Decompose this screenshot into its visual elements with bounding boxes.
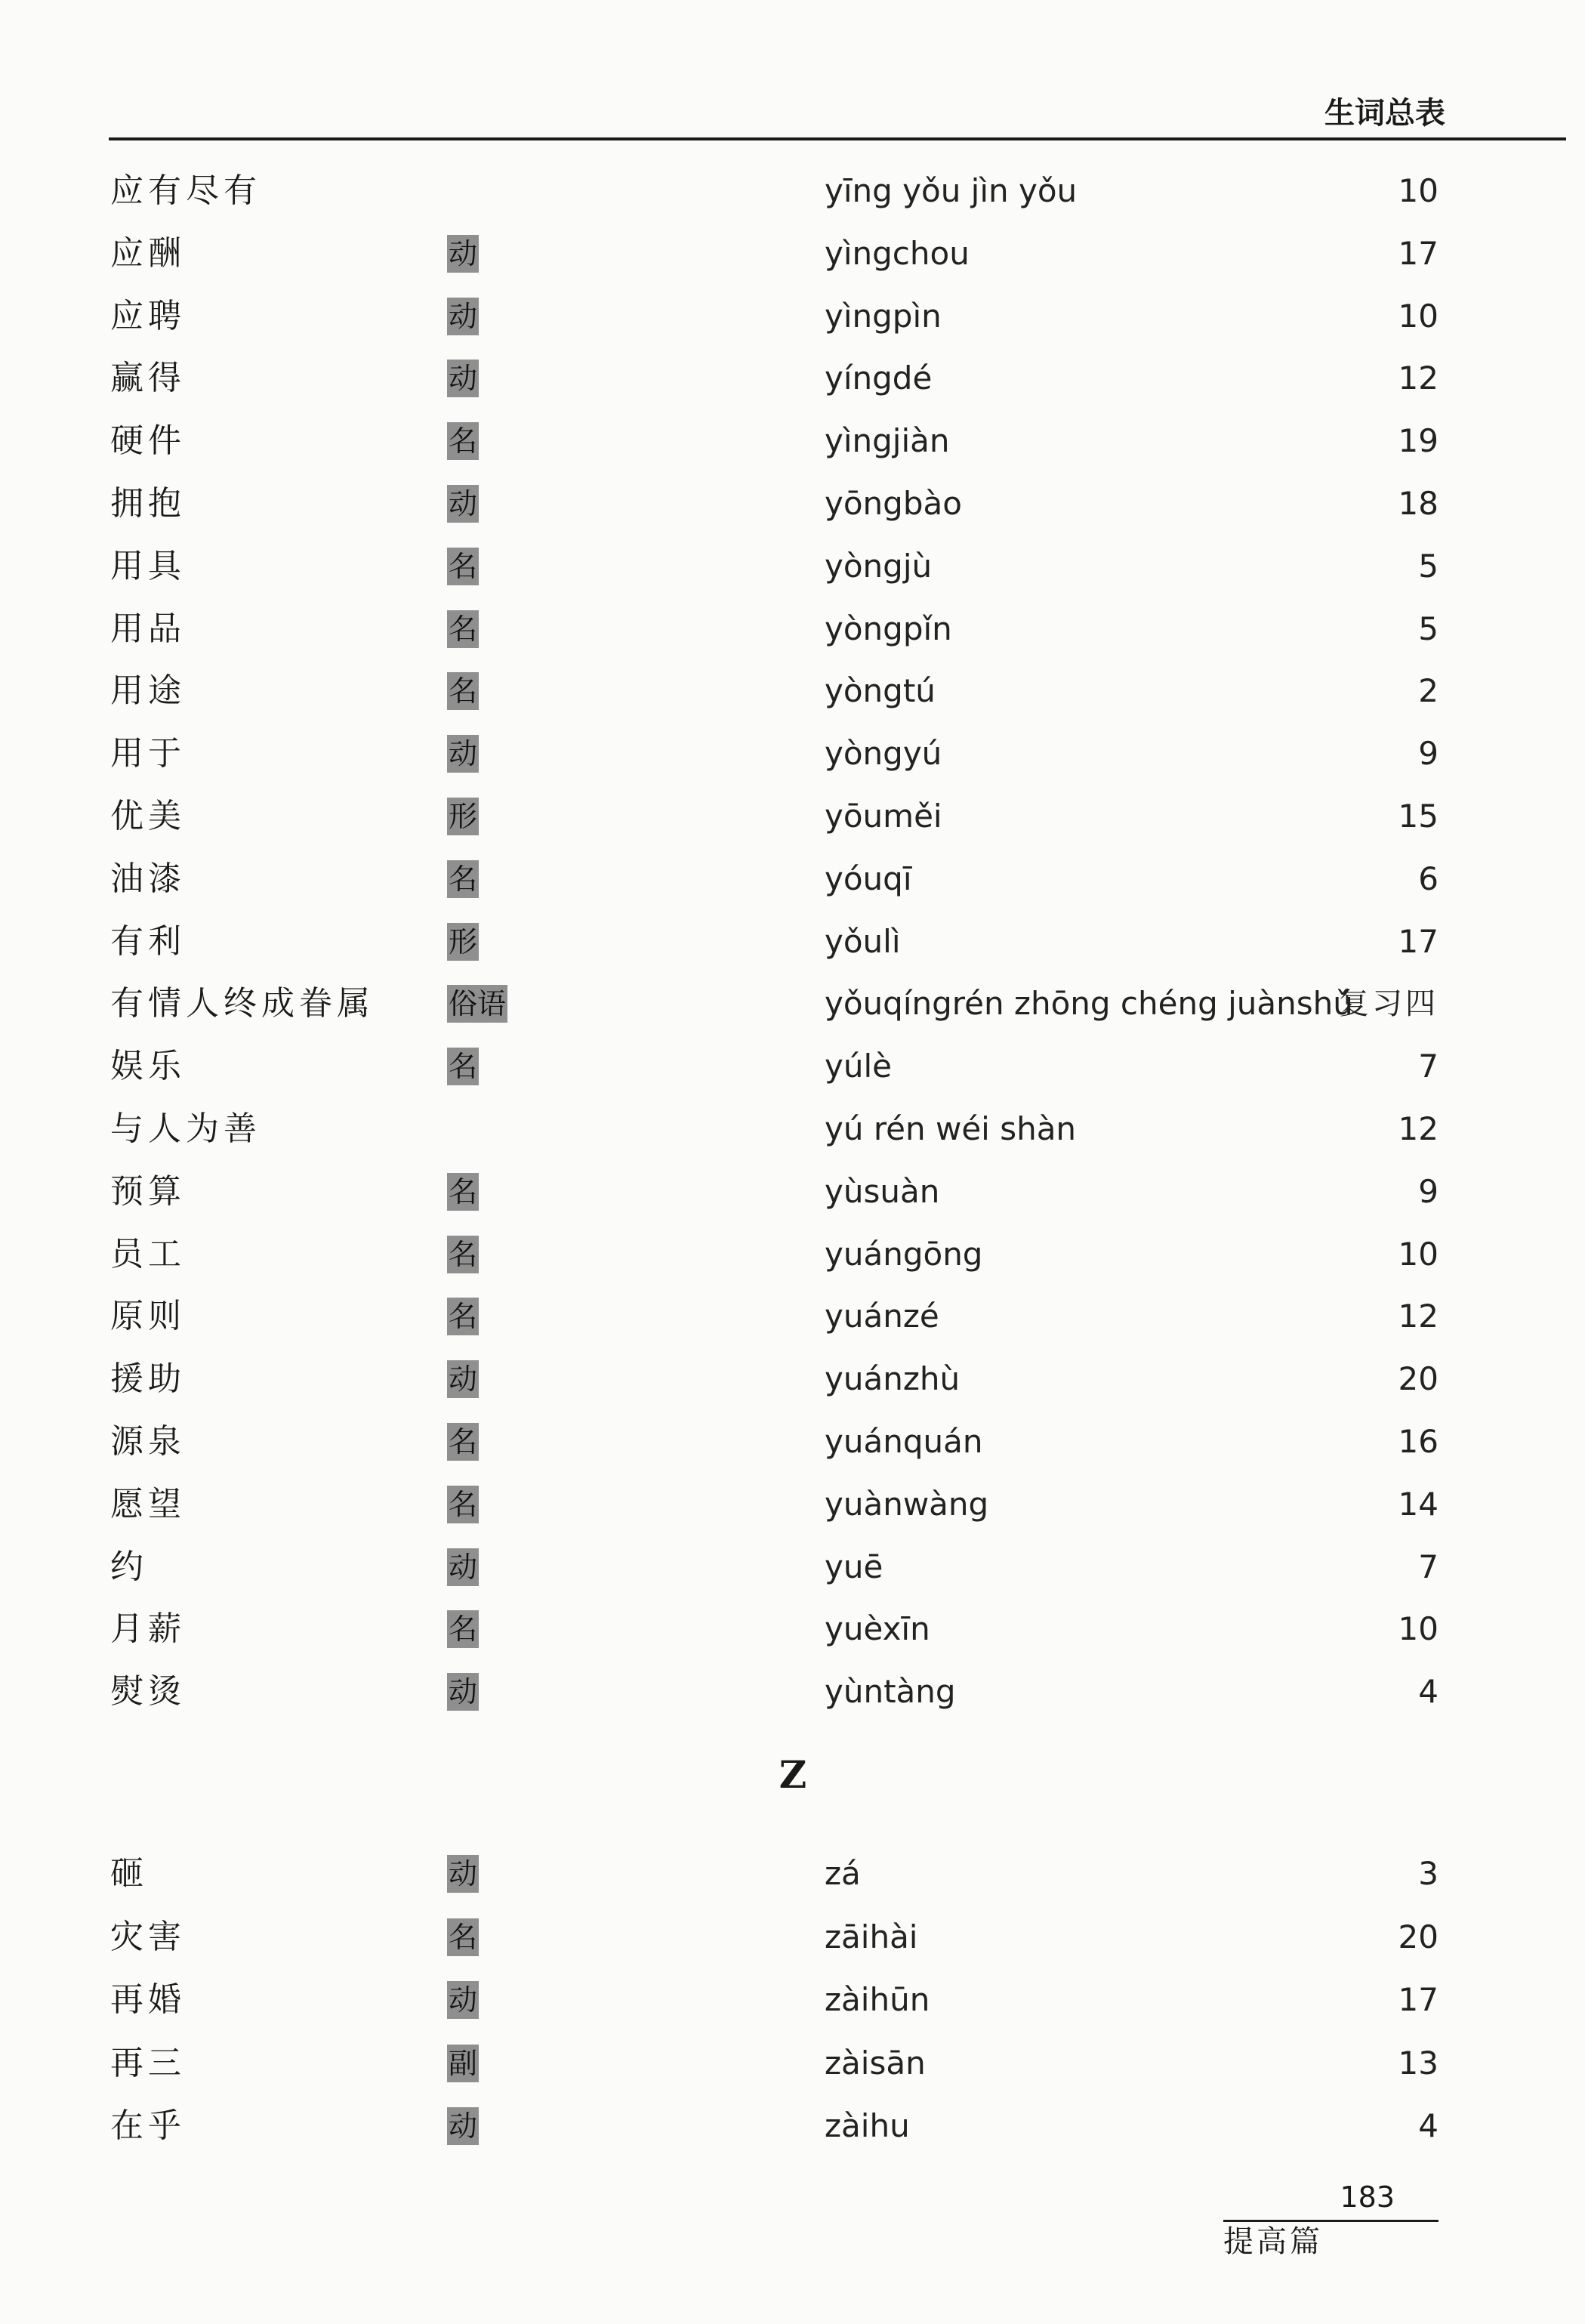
entry-hanzi: 再婚 <box>110 1980 186 2019</box>
entry-part-of-speech: 动 <box>447 360 479 397</box>
entry-row <box>0 1098 1585 1160</box>
entry-lesson-number: 3 <box>1418 1855 1439 1892</box>
entry-part-of-speech: 动 <box>447 735 479 773</box>
entry-part-of-speech: 名 <box>447 1236 479 1273</box>
entry-row <box>0 535 1585 597</box>
entry-lesson-number: 5 <box>1418 610 1439 647</box>
entry-lesson-number: 10 <box>1398 298 1439 335</box>
entry-part-of-speech: 名 <box>447 672 479 710</box>
entry-part-of-speech: 动 <box>447 485 479 523</box>
entry-hanzi: 用具 <box>110 547 186 585</box>
entry-row <box>0 160 1585 222</box>
entry-pinyin: yíngdé <box>825 360 933 397</box>
entry-hanzi: 应酬 <box>110 234 186 273</box>
page-header <box>109 0 1566 140</box>
entry-lesson-number: 17 <box>1398 1981 1439 2018</box>
entry-pinyin: yōuměi <box>825 798 942 835</box>
entry-part-of-speech: 副 <box>447 2045 479 2082</box>
entry-part-of-speech: 名 <box>447 1918 479 1956</box>
entry-lesson-number: 12 <box>1398 1110 1439 1147</box>
entry-pinyin: yìngjiàn <box>825 422 950 459</box>
entry-row <box>0 1661 1585 1723</box>
entry-row <box>0 911 1585 973</box>
entry-lesson-number: 18 <box>1398 485 1439 522</box>
entry-hanzi: 用于 <box>110 734 186 773</box>
entry-lesson-number: 20 <box>1398 1360 1439 1397</box>
entry-row <box>0 723 1585 785</box>
entry-row <box>0 1224 1585 1285</box>
entry-lesson-number: 13 <box>1398 2045 1439 2082</box>
entry-pinyin: yuànwàng <box>825 1486 989 1523</box>
entry-row <box>0 1474 1585 1535</box>
entry-part-of-speech: 形 <box>447 923 479 961</box>
entry-part-of-speech: 动 <box>447 2107 479 2145</box>
entry-row <box>0 1411 1585 1473</box>
book-title: 提高篇 <box>1223 2224 1323 2259</box>
entry-row <box>0 1035 1585 1097</box>
entry-part-of-speech: 动 <box>447 1855 479 1893</box>
entry-row <box>0 2032 1585 2094</box>
entry-row <box>0 410 1585 472</box>
entry-hanzi: 约 <box>110 1548 148 1586</box>
entry-row <box>0 598 1585 660</box>
entry-hanzi: 灾害 <box>110 1918 186 1956</box>
entry-hanzi: 在乎 <box>110 2106 186 2145</box>
entry-lesson-number: 12 <box>1398 360 1439 397</box>
entry-pinyin: yuánzhù <box>825 1360 961 1397</box>
entry-hanzi: 有利 <box>110 922 186 961</box>
entry-hanzi: 拥抱 <box>110 484 186 523</box>
entry-hanzi: 愿望 <box>110 1485 186 1523</box>
entry-hanzi: 赢得 <box>110 359 186 397</box>
entry-lesson-number: 17 <box>1398 235 1439 272</box>
entry-pinyin: yǒuqíngrén zhōng chéng juànshǔ <box>825 985 1353 1022</box>
entry-hanzi: 源泉 <box>110 1422 186 1461</box>
entry-pinyin: zàisān <box>825 2045 926 2082</box>
entry-pinyin: zāihài <box>825 1918 918 1955</box>
entry-part-of-speech: 名 <box>447 1048 479 1085</box>
entry-pinyin: yìngpìn <box>825 298 942 335</box>
entry-hanzi: 娱乐 <box>110 1047 186 1085</box>
entry-hanzi: 援助 <box>110 1360 186 1398</box>
entry-hanzi: 应聘 <box>110 297 186 335</box>
entry-row <box>0 785 1585 847</box>
entry-row <box>0 1536 1585 1598</box>
entry-pinyin: yuánzé <box>825 1298 939 1335</box>
entry-lesson-number: 6 <box>1418 860 1439 897</box>
entry-lesson-number: 复习四 <box>1339 986 1439 1021</box>
entry-part-of-speech: 动 <box>447 1981 479 2019</box>
entry-lesson-number: 9 <box>1418 735 1439 772</box>
entry-hanzi: 优美 <box>110 797 186 835</box>
entry-pinyin: yùsuàn <box>825 1173 940 1210</box>
entry-lesson-number: 10 <box>1398 172 1439 209</box>
entry-part-of-speech: 名 <box>447 610 479 648</box>
entry-pinyin: yòngjù <box>825 548 933 585</box>
entry-lesson-number: 7 <box>1418 1548 1439 1585</box>
entry-row <box>0 1906 1585 1968</box>
entry-hanzi: 砸 <box>110 1854 148 1893</box>
entry-row <box>0 1285 1585 1347</box>
entry-pinyin: yuē <box>825 1548 883 1585</box>
entry-pinyin: zàihūn <box>825 1981 930 2018</box>
entry-hanzi: 预算 <box>110 1172 186 1211</box>
entry-part-of-speech: 动 <box>447 1673 479 1711</box>
entry-row <box>0 1969 1585 2031</box>
entry-row <box>0 1161 1585 1223</box>
entry-part-of-speech: 动 <box>447 235 479 273</box>
entry-row <box>0 1843 1585 1905</box>
entry-pinyin: yōngbào <box>825 485 962 522</box>
entry-hanzi: 熨烫 <box>110 1672 186 1711</box>
entry-hanzi: 用品 <box>110 610 186 648</box>
entry-hanzi: 再三 <box>110 2044 186 2082</box>
entry-row <box>0 473 1585 535</box>
entry-part-of-speech: 名 <box>447 1298 479 1335</box>
entry-lesson-number: 17 <box>1398 923 1439 960</box>
entry-lesson-number: 10 <box>1398 1610 1439 1647</box>
entry-lesson-number: 14 <box>1398 1486 1439 1523</box>
entry-row <box>0 223 1585 285</box>
entry-pinyin: yīng yǒu jìn yǒu <box>825 172 1078 209</box>
entry-row <box>0 660 1585 722</box>
entry-hanzi: 应有尽有 <box>110 171 261 210</box>
entry-pinyin: yuèxīn <box>825 1610 930 1647</box>
entry-hanzi: 与人为善 <box>110 1110 261 1148</box>
entry-part-of-speech: 名 <box>447 1173 479 1211</box>
entry-part-of-speech: 名 <box>447 1486 479 1523</box>
entry-lesson-number: 15 <box>1398 798 1439 835</box>
entry-lesson-number: 19 <box>1398 422 1439 459</box>
entry-lesson-number: 10 <box>1398 1236 1439 1273</box>
entry-row <box>0 2095 1585 2157</box>
entry-lesson-number: 4 <box>1418 2107 1439 2144</box>
entry-lesson-number: 9 <box>1418 1173 1439 1210</box>
page-number: 183 <box>1223 2177 1439 2222</box>
entry-part-of-speech: 动 <box>447 1548 479 1586</box>
entry-pinyin: yú rén wéi shàn <box>825 1110 1077 1147</box>
section-letter: Z <box>779 1752 807 1797</box>
entry-part-of-speech: 名 <box>447 422 479 460</box>
entry-hanzi: 油漆 <box>110 860 186 898</box>
page-title: 生词总表 <box>1324 96 1445 131</box>
entry-pinyin: yòngpǐn <box>825 610 952 647</box>
entry-lesson-number: 12 <box>1398 1298 1439 1335</box>
entry-row <box>0 1598 1585 1660</box>
entry-part-of-speech: 动 <box>447 1360 479 1398</box>
entry-lesson-number: 4 <box>1418 1673 1439 1710</box>
entry-lesson-number: 2 <box>1418 672 1439 709</box>
entry-row <box>0 285 1585 347</box>
entry-pinyin: yòngtú <box>825 672 936 709</box>
entry-part-of-speech: 动 <box>447 298 479 335</box>
entry-hanzi: 用途 <box>110 671 186 710</box>
entry-part-of-speech: 名 <box>447 1610 479 1648</box>
entry-pinyin: yùntàng <box>825 1673 956 1710</box>
entry-part-of-speech: 形 <box>447 798 479 835</box>
entry-lesson-number: 16 <box>1398 1423 1439 1460</box>
entry-lesson-number: 7 <box>1418 1048 1439 1085</box>
entry-hanzi: 原则 <box>110 1297 186 1335</box>
entry-hanzi: 有情人终成眷属 <box>110 984 375 1023</box>
entry-hanzi: 月薪 <box>110 1610 186 1648</box>
entry-hanzi: 硬件 <box>110 421 186 460</box>
entry-lesson-number: 5 <box>1418 548 1439 585</box>
entry-pinyin: yóuqī <box>825 860 912 897</box>
entry-pinyin: yúlè <box>825 1048 892 1085</box>
entry-pinyin: yuánquán <box>825 1423 983 1460</box>
entry-pinyin: yǒulì <box>825 923 901 960</box>
entry-part-of-speech: 名 <box>447 548 479 585</box>
entry-pinyin: yìngchou <box>825 235 970 272</box>
entry-hanzi: 员工 <box>110 1235 186 1273</box>
entry-pinyin: zàihu <box>825 2107 910 2144</box>
entry-part-of-speech: 名 <box>447 860 479 898</box>
entry-pinyin: yuángōng <box>825 1236 983 1273</box>
entry-row <box>0 848 1585 910</box>
entry-row <box>0 347 1585 409</box>
entry-pinyin: zá <box>825 1855 861 1892</box>
entry-pinyin: yòngyú <box>825 735 942 772</box>
entry-row <box>0 1348 1585 1410</box>
entry-part-of-speech: 俗语 <box>447 985 507 1023</box>
entry-row <box>0 973 1585 1035</box>
entry-lesson-number: 20 <box>1398 1918 1439 1955</box>
entry-part-of-speech: 名 <box>447 1423 479 1461</box>
